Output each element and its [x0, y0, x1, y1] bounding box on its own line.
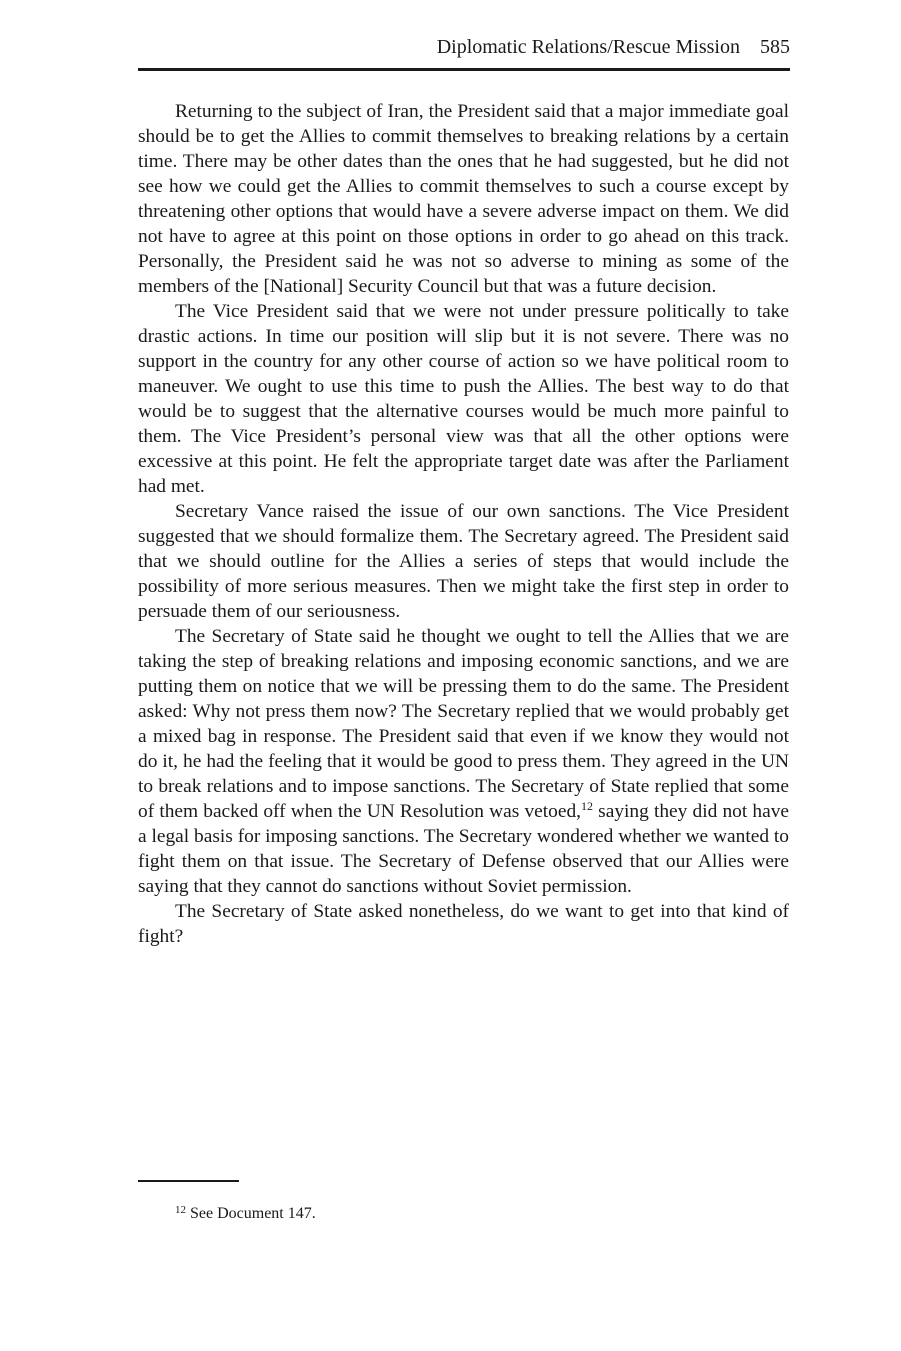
- paragraph-1: Returning to the subject of Iran, the President said that a major immediate goal should be to get the Allies to commit themselves to breaking relations by a certain time. There may be other dates than the ones that he had suggested, but he did not see how we could get the Allies to commit themselves to such a course except by threatening other options that would have a severe adverse impact on them. We did not have to agree at this point on those options in order to go ahead on this track. Personally, the President said he was not so adverse to mining as some of the members of the [National] Security Council but that was a future decision.: [138, 101, 789, 297]
- paragraph-4-text-after: saying they did not have a legal basis for imposing sanctions. The Secretary wondered whether we wanted to fight them on that issue. The Secretary of Defense observed that our Allies were saying that they cannot do sanctions without Soviet permission.: [138, 801, 789, 897]
- body-text: [138, 99, 789, 949]
- paragraph-5: The Secretary of State asked nonetheless, do we want to get into that kind of fight?: [138, 901, 789, 947]
- footnote: [175, 1205, 316, 1223]
- page-number: 585: [760, 36, 790, 58]
- header-rule: [138, 68, 790, 71]
- footnote-rule: [138, 1180, 239, 1182]
- paragraph-4: [138, 624, 789, 899]
- footnote-reference[interactable]: 12: [581, 799, 593, 813]
- footnote-text: See Document 147.: [190, 1205, 316, 1222]
- paragraph-3: Secretary Vance raised the issue of our own sanctions. The Vice President suggested that we should formalize them. The Secretary agreed. The President said that we should outline for the Allies a series of steps that would include the possibility of more serious measures. Then we might take the first step in order to persuade them of our seriousness.: [138, 501, 789, 622]
- paragraph-4-text-before: The Secretary of State said he thought we ought to tell the Allies that we are taking the step of breaking relations and imposing economic sanctions, and we are putting them on notice that we will be pressing them to do the same. The President asked: Why not press them now? The Secretary replied that we would probably get a mixed bag in response. The President said that even if we know they would not do it, he had the feeling that it would be good to press them. They agreed in the UN to break relations and to impose sanctions. The Secretary of State replied that some of them backed off when the UN Resolution was vetoed,: [138, 626, 789, 822]
- running-head-title: Diplomatic Relations/Rescue Mission: [436, 36, 740, 58]
- footnote-number: 12: [175, 1204, 186, 1216]
- page-header: [138, 36, 790, 70]
- running-head: [437, 36, 790, 59]
- paragraph-2: The Vice President said that we were not under pressure politically to take drastic actions. In time our position will slip but it is not severe. There was no support in the country for any other course of action so we have political room to maneuver. We ought to use this time to push the Allies. The best way to do that would be to suggest that the alternative courses would be much more painful to them. The Vice President’s personal view was that all the other options were excessive at this point. He felt the appropriate target date was after the Parliament had met.: [138, 301, 789, 497]
